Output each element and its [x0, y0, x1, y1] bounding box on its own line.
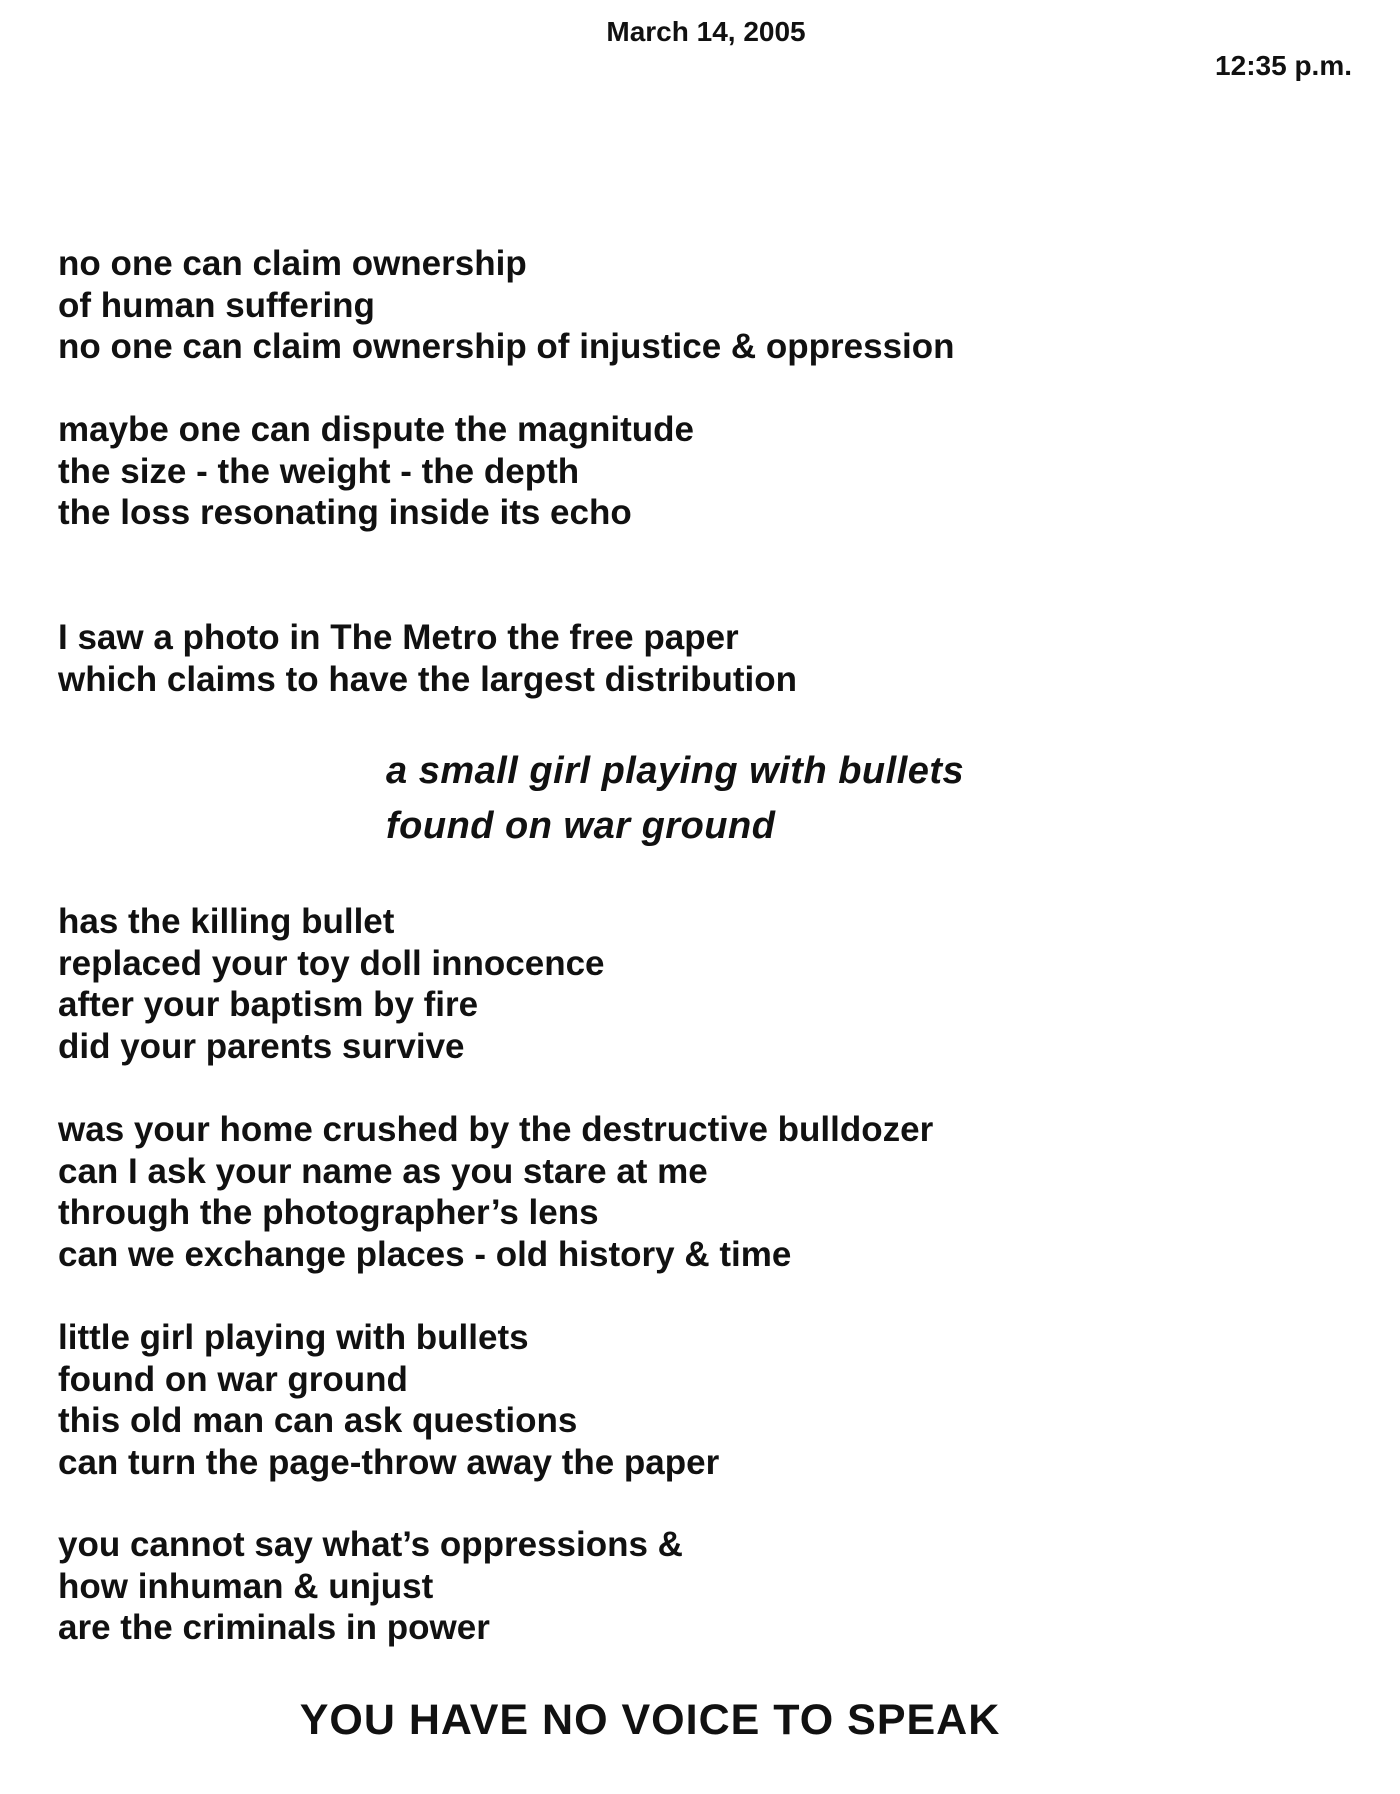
poem-line: did your parents survive [58, 1026, 465, 1066]
emphasized-line: found on war ground [386, 805, 776, 847]
poem-time: 12:35 p.m. [1215, 50, 1352, 81]
stanza-6 [58, 1317, 719, 1483]
poem-line: through the photographer’s lens [58, 1193, 599, 1232]
poem-line: can we exchange places - old history & time [58, 1234, 792, 1274]
poem-line: little girl playing with bullets [58, 1318, 529, 1357]
poem-line: replaced your toy doll innocence [58, 943, 605, 983]
poem-line: the loss resonating inside its echo [58, 493, 632, 532]
poem-line: of human suffering [58, 285, 375, 325]
poem-line: are the criminals in power [58, 1608, 490, 1647]
poem-line: no one can claim ownership of injustice & oppression [58, 327, 955, 366]
poem-line: maybe one can dispute the magnitude [58, 410, 694, 449]
poem-line: the size - the weight - the depth [58, 451, 580, 491]
stanza-3 [58, 617, 797, 700]
poem-line: which claims to have the largest distribution [58, 659, 798, 699]
poem-line: how inhuman & unjust [58, 1566, 434, 1606]
stanza-2 [58, 409, 694, 534]
poem-line: has the killing bullet [58, 902, 395, 941]
closing-line: YOU HAVE NO VOICE TO SPEAK [299, 1696, 1001, 1744]
poem-line: can turn the page-throw away the paper [58, 1442, 720, 1482]
stanza-4 [58, 901, 605, 1067]
poem-line: was your home crushed by the destructive bulldozer [58, 1110, 934, 1149]
stanza-7 [58, 1524, 683, 1649]
stanza-1 [58, 243, 955, 368]
emphasized-stanza [386, 744, 964, 854]
poem-line: you cannot say what’s oppressions & [58, 1525, 683, 1564]
poem-line: can I ask your name as you stare at me [58, 1151, 708, 1191]
poem-line: this old man can ask questions [58, 1401, 578, 1440]
poem-line: I saw a photo in The Metro the free paper [58, 618, 739, 657]
poem-line: after your baptism by fire [58, 985, 479, 1024]
poem-line: found on war ground [58, 1359, 408, 1399]
poem-date: March 14, 2005 [606, 16, 806, 47]
emphasized-line: a small girl playing with bullets [386, 750, 965, 792]
stanza-5 [58, 1109, 933, 1275]
poem-line: no one can claim ownership [58, 244, 527, 283]
